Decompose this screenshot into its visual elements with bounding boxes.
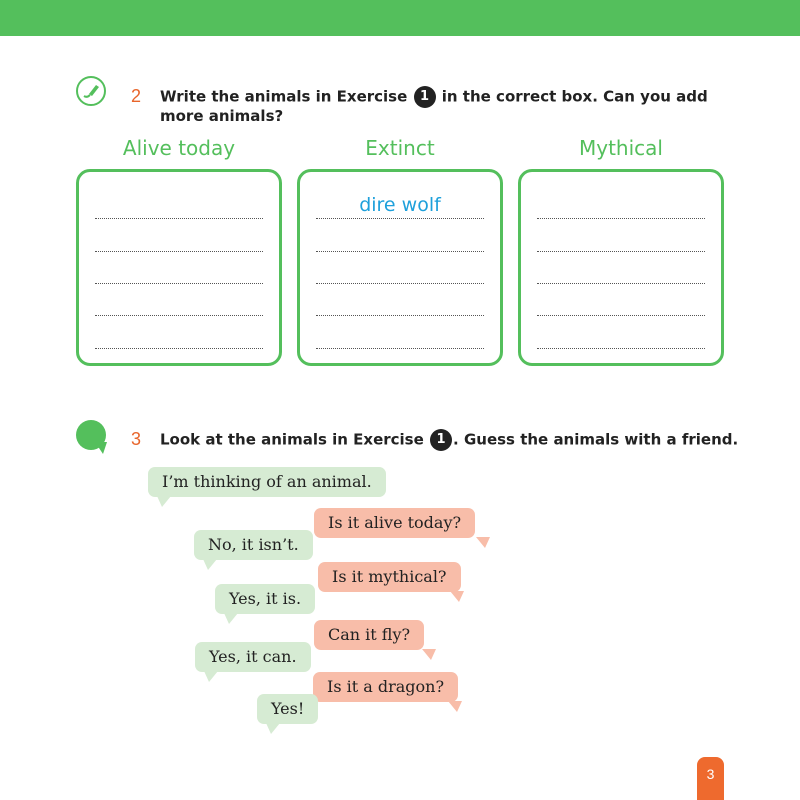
writing-line[interactable] — [316, 251, 484, 252]
writing-line[interactable] — [537, 283, 705, 284]
dialogue-bubble-a: Yes, it is. — [215, 584, 315, 614]
dialogue-bubble-b: Is it alive today? — [314, 508, 475, 538]
bubble-tail — [448, 701, 462, 712]
bubble-tail — [204, 671, 218, 682]
writing-line[interactable] — [537, 348, 705, 349]
writing-line[interactable] — [537, 251, 705, 252]
answer-box-mythical — [518, 169, 724, 366]
answer-box-alive-today — [76, 169, 282, 366]
bubble-tail — [266, 723, 280, 734]
exercise-3-instruction: Look at the animals in Exercise 1 . Guess the animals with a friend. — [160, 429, 740, 451]
writing-line[interactable] — [316, 348, 484, 349]
pencil-writing-icon — [76, 76, 106, 106]
column-heading-alive-today: Alive today — [122, 136, 236, 160]
answer-box-extinct — [297, 169, 503, 366]
writing-line[interactable] — [316, 218, 484, 219]
top-banner — [0, 0, 800, 36]
page-number: 3 — [697, 757, 724, 800]
bubble-tail — [224, 613, 238, 624]
dialogue-bubble-a: Yes! — [257, 694, 318, 724]
bubble-tail — [476, 537, 490, 548]
writing-line[interactable] — [95, 283, 263, 284]
exercise-2-number: 2 — [131, 86, 142, 106]
dialogue-bubble-a: Yes, it can. — [195, 642, 311, 672]
dialogue-bubble-b: Is it mythical? — [318, 562, 461, 592]
dialogue-bubble-b: Is it a dragon? — [313, 672, 458, 702]
bubble-tail — [422, 649, 436, 660]
answer-dire-wolf: dire wolf — [359, 194, 441, 216]
bubble-tail — [450, 591, 464, 602]
exercise-2-instruction: Write the animals in Exercise 1 in the correct box. Can you add more animals? — [160, 87, 708, 125]
writing-line[interactable] — [95, 348, 263, 349]
bubble-tail — [203, 559, 217, 570]
writing-line[interactable] — [95, 251, 263, 252]
writing-line[interactable] — [537, 218, 705, 219]
dialogue-bubble-a: I’m thinking of an animal. — [148, 467, 386, 497]
bubble-tail — [157, 496, 171, 507]
speech-bubble-icon-tail — [95, 442, 107, 454]
dialogue-bubble-a: No, it isn’t. — [194, 530, 313, 560]
writing-line[interactable] — [95, 218, 263, 219]
exercise-1-reference-badge: 1 — [414, 86, 436, 108]
dialogue-bubble-b: Can it fly? — [314, 620, 424, 650]
writing-line[interactable] — [316, 315, 484, 316]
writing-line[interactable] — [537, 315, 705, 316]
writing-line[interactable] — [316, 283, 484, 284]
exercise-1-reference-badge: 1 — [430, 429, 452, 451]
column-heading-mythical: Mythical — [579, 136, 663, 160]
exercise-3-number: 3 — [131, 429, 142, 449]
writing-line[interactable] — [95, 315, 263, 316]
column-heading-extinct: Extinct — [365, 136, 435, 160]
